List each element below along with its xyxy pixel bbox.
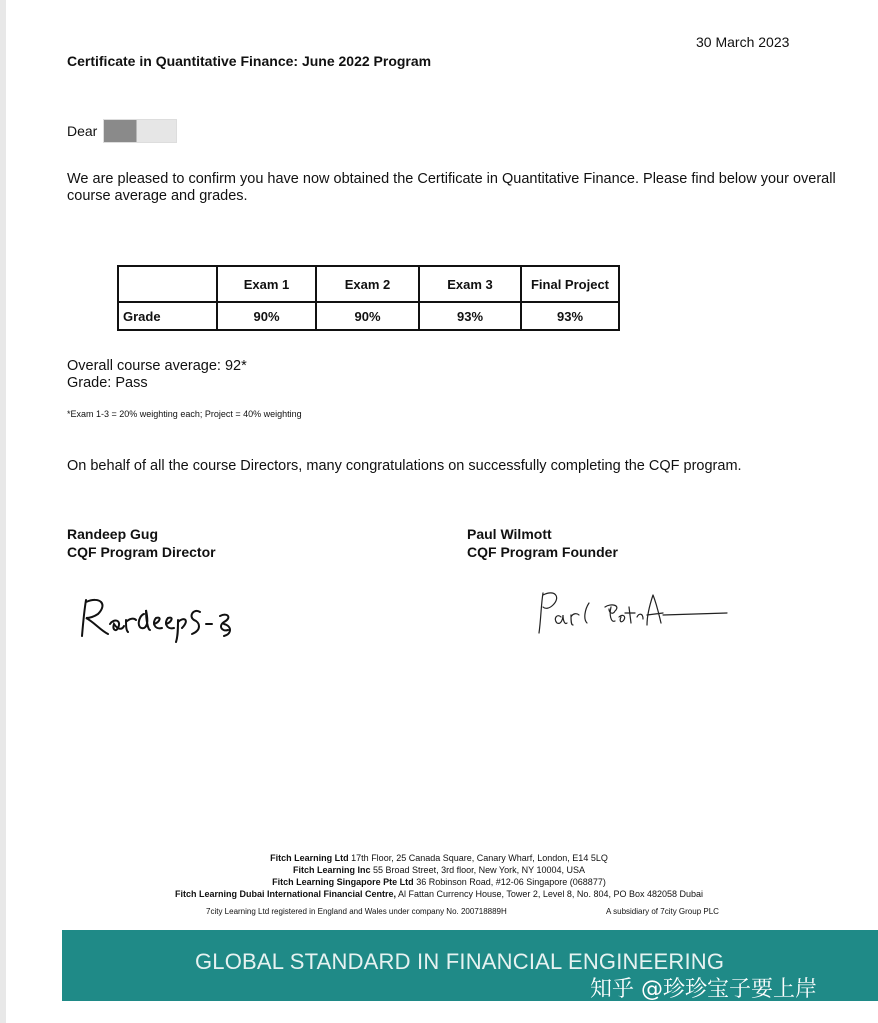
- grade-final-project: 93%: [521, 302, 619, 330]
- address-line-singapore: [0, 876, 878, 888]
- salutation-text: Dear: [67, 123, 98, 139]
- address-line-newyork: [0, 864, 878, 876]
- redacted-name: [103, 119, 177, 143]
- row-label-grade: Grade: [118, 302, 217, 330]
- salutation: [67, 119, 177, 143]
- grade-exam3: 93%: [419, 302, 521, 330]
- signer-director-role: CQF Program Director: [67, 544, 216, 560]
- header-cell-exam2: Exam 2: [316, 266, 419, 302]
- overall-average: Overall course average: 92*: [67, 358, 247, 374]
- address-text-london: 17th Floor, 25 Canada Square, Canary Wharf, London, E14 5LQ: [351, 853, 608, 863]
- address-line-dubai: [0, 888, 878, 900]
- registration-notice: 7city Learning Ltd registered in England and Wales under company No. 200718889H: [206, 907, 507, 916]
- letter-date: 30 March 2023: [696, 34, 790, 50]
- header-cell-final-project: Final Project: [521, 266, 619, 302]
- grades-value-row: [118, 302, 619, 330]
- intro-paragraph: We are pleased to confirm you have now obtained the Certificate in Quantitative Finance. Please find below your overall course average and grades.: [67, 171, 836, 204]
- address-entity-london: Fitch Learning Ltd: [270, 853, 349, 863]
- weighting-footnote: *Exam 1-3 = 20% weighting each; Project = 40% weighting: [67, 409, 302, 419]
- grade-exam1: 90%: [217, 302, 316, 330]
- director-signature: [78, 590, 258, 645]
- address-entity-singapore: Fitch Learning Singapore Pte Ltd: [272, 877, 414, 887]
- header-cell-exam3: Exam 3: [419, 266, 521, 302]
- signer-founder: [467, 525, 618, 561]
- address-line-london: [0, 852, 878, 864]
- address-text-singapore: 36 Robinson Road, #12-06 Singapore (068877): [416, 877, 606, 887]
- founder-signature: [535, 585, 735, 640]
- signer-founder-role: CQF Program Founder: [467, 544, 618, 560]
- address-text-dubai: Al Fattan Currency House, Tower 2, Level 8, No. 804, PO Box 482058 Dubai: [398, 889, 704, 899]
- grades-table: [117, 265, 620, 331]
- subsidiary-notice: A subsidiary of 7city Group PLC: [606, 907, 719, 916]
- address-text-newyork: 55 Broad Street, 3rd floor, New York, NY 10004, USA: [373, 865, 585, 875]
- congratulations-paragraph: On behalf of all the course Directors, many congratulations on successfully completing the CQF program.: [67, 458, 742, 474]
- signer-founder-name: Paul Wilmott: [467, 526, 552, 542]
- footer-banner-text: GLOBAL STANDARD IN FINANCIAL ENGINEERING: [195, 949, 725, 974]
- certificate-title: Certificate in Quantitative Finance: June 2022 Program: [67, 53, 432, 69]
- address-entity-dubai: Fitch Learning Dubai International Financial Centre,: [174, 889, 396, 899]
- signer-director-name: Randeep Gug: [67, 526, 159, 542]
- zhihu-watermark: 知乎 @珍珍宝子要上岸: [590, 977, 817, 1002]
- grades-header-row: [118, 266, 619, 302]
- course-summary: [67, 358, 247, 392]
- header-cell-exam1: Exam 1: [217, 266, 316, 302]
- header-cell-empty: [118, 266, 217, 302]
- overall-grade: Grade: Pass: [67, 375, 148, 391]
- signer-director: [67, 525, 216, 561]
- grade-exam2: 90%: [316, 302, 419, 330]
- address-entity-newyork: Fitch Learning Inc: [293, 865, 371, 875]
